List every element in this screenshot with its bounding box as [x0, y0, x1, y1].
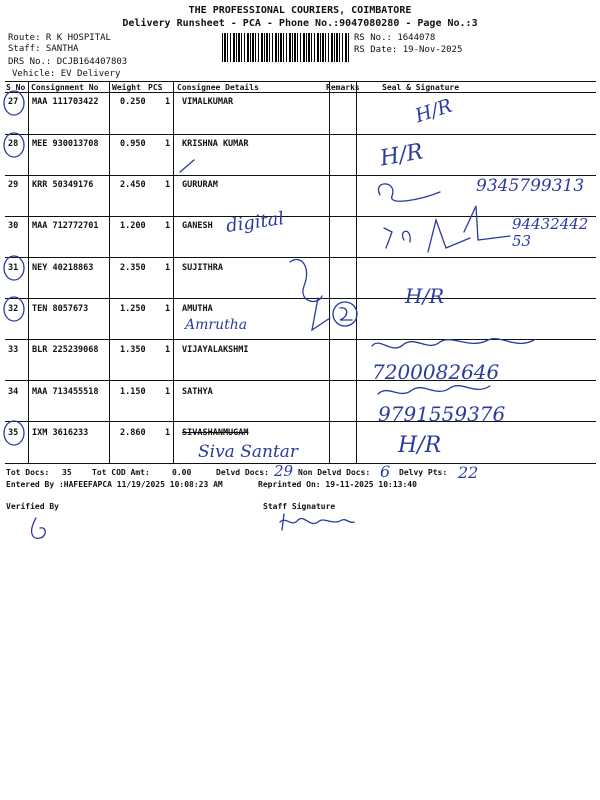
- table-row-pcs: 1: [165, 263, 171, 273]
- table-row-weight: 2.450: [120, 180, 146, 190]
- reprinted-on: Reprinted On: 19-11-2025 10:13:40: [258, 480, 417, 489]
- total-cod-label: Tot COD Amt:: [92, 468, 150, 477]
- table-row-weight: 1.150: [120, 387, 146, 397]
- total-docs-value: 35: [62, 468, 72, 477]
- table-row-consignment: MAA 111703422: [32, 97, 99, 107]
- table-row-sno: 32: [8, 304, 19, 314]
- handwritten-signature: H/R: [412, 94, 455, 128]
- verified-by-label: Verified By: [6, 502, 59, 511]
- handwritten-signature: H/R: [405, 284, 445, 308]
- table-row-sno: 34: [8, 387, 19, 397]
- table-row-sno: 27: [8, 97, 19, 107]
- rs-number: RS No.: 1644078: [354, 33, 436, 43]
- table-row-sno: 28: [8, 139, 19, 149]
- col-header-pcs: PCS: [148, 83, 163, 92]
- col-header-remarks: Remarks: [326, 83, 360, 92]
- vehicle-label: Vehicle: EV Delivery: [12, 69, 121, 79]
- handwritten-signature: H/R: [378, 139, 426, 172]
- table-row-pcs: 1: [165, 180, 171, 190]
- rs-date: RS Date: 19-Nov-2025: [354, 45, 463, 55]
- col-header-consignment: Consignment No: [31, 83, 99, 92]
- table-row-sno: 29: [8, 180, 19, 190]
- table-row-consignment: NEY 40218863: [32, 263, 94, 273]
- table-row-consignee: VIJAYALAKSHMI: [182, 345, 249, 355]
- handwritten-remark: digital: [224, 208, 286, 237]
- table-row-weight: 0.950: [120, 139, 146, 149]
- table-row-weight: 2.350: [120, 263, 146, 273]
- entered-by: Entered By :HAFEEFAPCA 11/19/2025 10:08:23 AM: [6, 480, 223, 489]
- table-row-pcs: 1: [165, 139, 171, 149]
- table-row-pcs: 1: [165, 345, 171, 355]
- table-row-consignee: AMUTHA: [182, 304, 213, 314]
- table-row-consignment: MEE 930013708: [32, 139, 99, 149]
- table-row-consignment: BLR 225239068: [32, 345, 99, 355]
- table-row-weight: 1.200: [120, 221, 146, 231]
- handwritten-remark: Siva Santar: [198, 442, 299, 462]
- table-row-consignment: IXM 3616233: [32, 428, 89, 438]
- table-row-sno: 33: [8, 345, 19, 355]
- table-row-weight: 1.350: [120, 345, 146, 355]
- company-title: THE PROFESSIONAL COURIERS, COIMBATORE: [188, 5, 412, 16]
- table-row-consignment: TEN 8057673: [32, 304, 89, 314]
- col-header-sno: S No: [6, 83, 26, 92]
- total-docs-label: Tot Docs:: [6, 468, 50, 477]
- staff-signature-label: Staff Signature: [263, 502, 336, 511]
- table-row-consignee: SATHYA: [182, 387, 213, 397]
- staff-label: Staff: SANTHA: [8, 44, 79, 54]
- table-row-consignee: KRISHNA KUMAR: [182, 139, 249, 149]
- table-row-sno: 35: [8, 428, 19, 438]
- col-header-seal: Seal & Signature: [382, 83, 460, 92]
- table-row-consignee: SUJITHRA: [182, 263, 223, 273]
- handwritten-remark: Amrutha: [185, 317, 248, 333]
- non-delivered-docs-label: Non Delvd Docs:: [298, 468, 371, 477]
- handwritten-phone: 9443244253: [512, 215, 589, 250]
- delivery-points-value: 22: [458, 463, 479, 482]
- table-row-consignee: SIVASHANMUGAM: [182, 428, 249, 438]
- table-row-consignment: KRR 50349176: [32, 180, 94, 190]
- non-delivered-docs-value: 6: [380, 462, 391, 481]
- page-subtitle: Delivery Runsheet - PCA - Phone No.:9047080280 - Page No.:3: [122, 18, 478, 29]
- handwritten-phone: 9345799313: [476, 176, 585, 196]
- drs-label: DRS No.: DCJB164407803: [8, 57, 128, 67]
- table-row-pcs: 1: [165, 387, 171, 397]
- delivered-docs-value: 29: [274, 462, 294, 480]
- delivery-points-label: Delvy Pts:: [399, 468, 448, 477]
- table-row-consignee: GANESH: [182, 221, 213, 231]
- table-row-consignment: MAA 712772701: [32, 221, 99, 231]
- handwritten-phone: 9791559376: [378, 402, 506, 426]
- col-header-consignee: Consignee Details: [177, 83, 259, 92]
- table-row-weight: 1.250: [120, 304, 146, 314]
- table-row-pcs: 1: [165, 304, 171, 314]
- col-header-weight: Weight: [112, 83, 141, 92]
- table-row-pcs: 1: [165, 428, 171, 438]
- table-row-consignee: VIMALKUMAR: [182, 97, 234, 107]
- table-row-pcs: 1: [165, 221, 171, 231]
- table-row-consignee: GURURAM: [182, 180, 218, 190]
- delivered-docs-label: Delvd Docs:: [216, 468, 269, 477]
- handwritten-signature: H/R: [398, 433, 442, 458]
- table-row-consignment: MAA 713455518: [32, 387, 99, 397]
- table-row-pcs: 1: [165, 97, 171, 107]
- table-row-weight: 0.250: [120, 97, 146, 107]
- handwritten-phone: 7200082646: [372, 360, 500, 384]
- table-row-weight: 2.860: [120, 428, 146, 438]
- table-row-sno: 31: [8, 263, 19, 273]
- route-label: Route: R K HOSPITAL: [8, 33, 111, 43]
- total-cod-value: 0.00: [172, 468, 192, 477]
- table-row-sno: 30: [8, 221, 19, 231]
